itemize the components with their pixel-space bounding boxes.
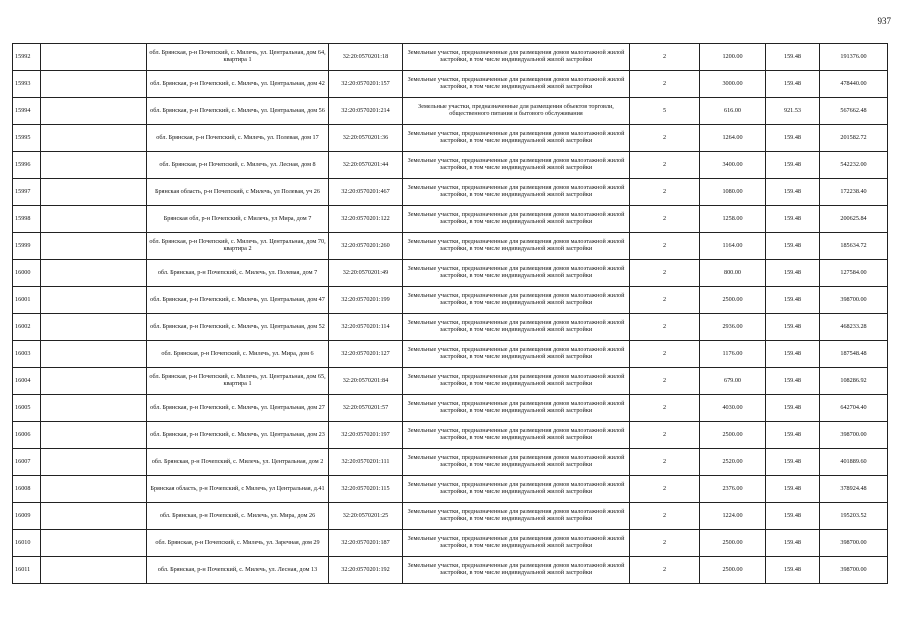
- spacer-cell: [41, 98, 147, 125]
- row-number-cell: 16004: [13, 368, 41, 395]
- row-number-cell: 15997: [13, 179, 41, 206]
- row-number-cell: 15999: [13, 233, 41, 260]
- group-cell: 2: [630, 449, 700, 476]
- group-cell: 2: [630, 71, 700, 98]
- row-number-cell: 16001: [13, 287, 41, 314]
- address-cell: обл. Брянская, р-н Почепский, с. Милечь, ул. Центральная, дом 42: [147, 71, 329, 98]
- address-cell: обл. Брянская, р-н Почепский, с. Милечь, ул. Центральная, дом 56: [147, 98, 329, 125]
- row-number-cell: 15996: [13, 152, 41, 179]
- address-cell: обл. Брянская, р-н Почепский, с. Милечь, ул. Лесная, дом 13: [147, 557, 329, 584]
- cadastral-number-cell: 32:20:0570201:57: [329, 395, 403, 422]
- group-cell: 2: [630, 503, 700, 530]
- group-cell: 2: [630, 557, 700, 584]
- address-cell: обл. Брянская, р-н Почепский, с. Милечь, ул. Полевая, дом 7: [147, 260, 329, 287]
- area-cell: 3400.00: [700, 152, 766, 179]
- cadastral-value-cell: 172238.40: [820, 179, 888, 206]
- row-number-cell: 15993: [13, 71, 41, 98]
- area-cell: 2500.00: [700, 557, 766, 584]
- row-number-cell: 15992: [13, 44, 41, 71]
- group-cell: 2: [630, 314, 700, 341]
- area-cell: 2500.00: [700, 422, 766, 449]
- table-row: [13, 233, 888, 260]
- specific-value-cell: 159.48: [766, 503, 820, 530]
- spacer-cell: [41, 368, 147, 395]
- cadastral-number-cell: 32:20:0570201:157: [329, 71, 403, 98]
- cadastral-number-cell: 32:20:0570201:187: [329, 530, 403, 557]
- row-number-cell: 15994: [13, 98, 41, 125]
- area-cell: 1176.00: [700, 341, 766, 368]
- group-cell: 2: [630, 287, 700, 314]
- cadastral-number-cell: 32:20:0570201:111: [329, 449, 403, 476]
- cadastral-value-cell: 542232.00: [820, 152, 888, 179]
- specific-value-cell: 159.48: [766, 422, 820, 449]
- specific-value-cell: 159.48: [766, 233, 820, 260]
- cadastral-number-cell: 32:20:0570201:214: [329, 98, 403, 125]
- group-cell: 2: [630, 233, 700, 260]
- row-number-cell: 16009: [13, 503, 41, 530]
- row-number-cell: 16002: [13, 314, 41, 341]
- cadastral-number-cell: 32:20:0570201:192: [329, 557, 403, 584]
- spacer-cell: [41, 314, 147, 341]
- specific-value-cell: 159.48: [766, 206, 820, 233]
- spacer-cell: [41, 503, 147, 530]
- row-number-cell: 16007: [13, 449, 41, 476]
- specific-value-cell: 159.48: [766, 476, 820, 503]
- land-use-cell: Земельные участки, предназначенные для размещения домов малоэтажной жилой застройки, в том числе индивидуальной жилой застройки: [403, 476, 630, 503]
- address-cell: Брянская область, р-н Почепский, с Милечь, ул Полевая, уч 26: [147, 179, 329, 206]
- area-cell: 800.00: [700, 260, 766, 287]
- cadastral-number-cell: 32:20:0570201:122: [329, 206, 403, 233]
- spacer-cell: [41, 341, 147, 368]
- cadastral-value-cell: 642704.40: [820, 395, 888, 422]
- land-use-cell: Земельные участки, предназначенные для размещения домов малоэтажной жилой застройки, в том числе индивидуальной жилой застройки: [403, 125, 630, 152]
- cadastral-value-cell: 108286.92: [820, 368, 888, 395]
- land-use-cell: Земельные участки, предназначенные для размещения домов малоэтажной жилой застройки, в том числе индивидуальной жилой застройки: [403, 341, 630, 368]
- group-cell: 2: [630, 44, 700, 71]
- area-cell: 2936.00: [700, 314, 766, 341]
- specific-value-cell: 159.48: [766, 44, 820, 71]
- area-cell: 2500.00: [700, 287, 766, 314]
- specific-value-cell: 159.48: [766, 530, 820, 557]
- spacer-cell: [41, 44, 147, 71]
- cadastral-number-cell: 32:20:0570201:115: [329, 476, 403, 503]
- address-cell: Брянская обл, р-н Почепский, с Милечь, ул Мира, дом 7: [147, 206, 329, 233]
- address-cell: обл. Брянская, р-н Почепский, с. Милечь, ул. Центральная, дом 70, квартира 2: [147, 233, 329, 260]
- land-use-cell: Земельные участки, предназначенные для размещения домов малоэтажной жилой застройки, в том числе индивидуальной жилой застройки: [403, 530, 630, 557]
- cadastral-value-cell: 401889.60: [820, 449, 888, 476]
- address-cell: обл. Брянская, р-н Почепский, с. Милечь, ул. Полевая, дом 17: [147, 125, 329, 152]
- cadastral-value-cell: 398700.00: [820, 287, 888, 314]
- table-row: [13, 503, 888, 530]
- group-cell: 2: [630, 152, 700, 179]
- specific-value-cell: 159.48: [766, 368, 820, 395]
- table-row: [13, 179, 888, 206]
- cadastral-value-cell: 187548.48: [820, 341, 888, 368]
- spacer-cell: [41, 476, 147, 503]
- spacer-cell: [41, 422, 147, 449]
- row-number-cell: 16005: [13, 395, 41, 422]
- cadastral-number-cell: 32:20:0570201:260: [329, 233, 403, 260]
- spacer-cell: [41, 233, 147, 260]
- specific-value-cell: 159.48: [766, 152, 820, 179]
- area-cell: 1164.00: [700, 233, 766, 260]
- cadastral-value-cell: 200625.84: [820, 206, 888, 233]
- table-row: [13, 206, 888, 233]
- area-cell: 1258.00: [700, 206, 766, 233]
- land-use-cell: Земельные участки, предназначенные для размещения домов малоэтажной жилой застройки, в том числе индивидуальной жилой застройки: [403, 449, 630, 476]
- group-cell: 5: [630, 98, 700, 125]
- spacer-cell: [41, 179, 147, 206]
- group-cell: 2: [630, 368, 700, 395]
- specific-value-cell: 159.48: [766, 287, 820, 314]
- land-use-cell: Земельные участки, предназначенные для размещения домов малоэтажной жилой застройки, в том числе индивидуальной жилой застройки: [403, 152, 630, 179]
- specific-value-cell: 159.48: [766, 341, 820, 368]
- spacer-cell: [41, 206, 147, 233]
- land-use-cell: Земельные участки, предназначенные для размещения домов малоэтажной жилой застройки, в том числе индивидуальной жилой застройки: [403, 503, 630, 530]
- spacer-cell: [41, 71, 147, 98]
- row-number-cell: 16000: [13, 260, 41, 287]
- cadastral-value-cell: 567662.48: [820, 98, 888, 125]
- row-number-cell: 16006: [13, 422, 41, 449]
- address-cell: обл. Брянская, р-н Почепский, с. Милечь, ул. Центральная, дом 64, квартира 1: [147, 44, 329, 71]
- row-number-cell: 16010: [13, 530, 41, 557]
- address-cell: Брянская область, р-н Почепский, с Милечь, ул Центральная, д.41: [147, 476, 329, 503]
- specific-value-cell: 159.48: [766, 449, 820, 476]
- cadastral-value-cell: 478440.00: [820, 71, 888, 98]
- cadastral-number-cell: 32:20:0570201:36: [329, 125, 403, 152]
- specific-value-cell: 159.48: [766, 179, 820, 206]
- cadastral-number-cell: 32:20:0570201:199: [329, 287, 403, 314]
- table-row: [13, 98, 888, 125]
- area-cell: 1200.00: [700, 44, 766, 71]
- area-cell: 4030.00: [700, 395, 766, 422]
- cadastral-number-cell: 32:20:0570201:84: [329, 368, 403, 395]
- table-row: [13, 314, 888, 341]
- spacer-cell: [41, 530, 147, 557]
- spacer-cell: [41, 125, 147, 152]
- cadastral-number-cell: 32:20:0570201:49: [329, 260, 403, 287]
- cadastral-value-cell: 398700.00: [820, 557, 888, 584]
- address-cell: обл. Брянская, р-н Почепский, с. Милечь, ул. Мира, дом 26: [147, 503, 329, 530]
- area-cell: 616.00: [700, 98, 766, 125]
- group-cell: 2: [630, 125, 700, 152]
- spacer-cell: [41, 449, 147, 476]
- land-use-cell: Земельные участки, предназначенные для размещения домов малоэтажной жилой застройки, в том числе индивидуальной жилой застройки: [403, 395, 630, 422]
- table-row: [13, 395, 888, 422]
- row-number-cell: 15995: [13, 125, 41, 152]
- specific-value-cell: 921.53: [766, 98, 820, 125]
- specific-value-cell: 159.48: [766, 125, 820, 152]
- table-row: [13, 449, 888, 476]
- land-use-cell: Земельные участки, предназначенные для размещения домов малоэтажной жилой застройки, в том числе индивидуальной жилой застройки: [403, 233, 630, 260]
- land-use-cell: Земельные участки, предназначенные для размещения домов малоэтажной жилой застройки, в том числе индивидуальной жилой застройки: [403, 179, 630, 206]
- cadastral-value-cell: 398700.00: [820, 530, 888, 557]
- group-cell: 2: [630, 260, 700, 287]
- cadastral-value-cell: 378924.48: [820, 476, 888, 503]
- cadastral-value-cell: 185634.72: [820, 233, 888, 260]
- cadastral-value-cell: 127584.00: [820, 260, 888, 287]
- spacer-cell: [41, 395, 147, 422]
- land-use-cell: Земельные участки, предназначенные для размещения домов малоэтажной жилой застройки, в том числе индивидуальной жилой застройки: [403, 206, 630, 233]
- table-row: [13, 557, 888, 584]
- table-row: [13, 476, 888, 503]
- cadastral-number-cell: 32:20:0570201:127: [329, 341, 403, 368]
- specific-value-cell: 159.48: [766, 71, 820, 98]
- cadastral-value-table: [12, 43, 888, 584]
- cadastral-value-cell: 191376.00: [820, 44, 888, 71]
- address-cell: обл. Брянская, р-н Почепский, с. Милечь, ул. Заречная, дом 29: [147, 530, 329, 557]
- table-row: [13, 71, 888, 98]
- group-cell: 2: [630, 341, 700, 368]
- row-number-cell: 16003: [13, 341, 41, 368]
- table-row: [13, 341, 888, 368]
- row-number-cell: 16008: [13, 476, 41, 503]
- address-cell: обл. Брянская, р-н Почепский, с. Милечь, ул. Центральная, дом 65, квартира 1: [147, 368, 329, 395]
- page-number: 937: [877, 16, 891, 26]
- address-cell: обл. Брянская, р-н Почепский, с. Милечь, ул. Мира, дом 6: [147, 341, 329, 368]
- land-use-cell: Земельные участки, предназначенные для размещения домов малоэтажной жилой застройки, в том числе индивидуальной жилой застройки: [403, 260, 630, 287]
- cadastral-number-cell: 32:20:0570201:44: [329, 152, 403, 179]
- specific-value-cell: 159.48: [766, 314, 820, 341]
- table-row: [13, 368, 888, 395]
- land-use-cell: Земельные участки, предназначенные для размещения домов малоэтажной жилой застройки, в том числе индивидуальной жилой застройки: [403, 314, 630, 341]
- group-cell: 2: [630, 476, 700, 503]
- table-row: [13, 152, 888, 179]
- row-number-cell: 16011: [13, 557, 41, 584]
- land-use-cell: Земельные участки, предназначенные для размещения объектов торговли, общественного питания и бытового обслуживания: [403, 98, 630, 125]
- specific-value-cell: 159.48: [766, 557, 820, 584]
- cadastral-number-cell: 32:20:0570201:25: [329, 503, 403, 530]
- table-row: [13, 44, 888, 71]
- cadastral-number-cell: 32:20:0570201:18: [329, 44, 403, 71]
- land-use-cell: Земельные участки, предназначенные для размещения домов малоэтажной жилой застройки, в том числе индивидуальной жилой застройки: [403, 44, 630, 71]
- land-use-cell: Земельные участки, предназначенные для размещения домов малоэтажной жилой застройки, в том числе индивидуальной жилой застройки: [403, 422, 630, 449]
- address-cell: обл. Брянская, р-н Почепский, с. Милечь, ул. Центральная, дом 23: [147, 422, 329, 449]
- table-row: [13, 287, 888, 314]
- address-cell: обл. Брянская, р-н Почепский, с. Милечь, ул. Центральная, дом 27: [147, 395, 329, 422]
- cadastral-value-cell: 398700.00: [820, 422, 888, 449]
- address-cell: обл. Брянская, р-н Почепский, с. Милечь, ул. Центральная, дом 47: [147, 287, 329, 314]
- area-cell: 1224.00: [700, 503, 766, 530]
- row-number-cell: 15998: [13, 206, 41, 233]
- cadastral-value-cell: 195203.52: [820, 503, 888, 530]
- table-body: [13, 44, 888, 584]
- area-cell: 2376.00: [700, 476, 766, 503]
- land-use-cell: Земельные участки, предназначенные для размещения домов малоэтажной жилой застройки, в том числе индивидуальной жилой застройки: [403, 557, 630, 584]
- cadastral-value-cell: 468233.28: [820, 314, 888, 341]
- table-row: [13, 125, 888, 152]
- area-cell: 1080.00: [700, 179, 766, 206]
- address-cell: обл. Брянская, р-н Почепский, с. Милечь, ул. Центральная, дом 52: [147, 314, 329, 341]
- area-cell: 679.00: [700, 368, 766, 395]
- land-use-cell: Земельные участки, предназначенные для размещения домов малоэтажной жилой застройки, в том числе индивидуальной жилой застройки: [403, 368, 630, 395]
- spacer-cell: [41, 557, 147, 584]
- table-row: [13, 422, 888, 449]
- spacer-cell: [41, 287, 147, 314]
- group-cell: 2: [630, 530, 700, 557]
- group-cell: 2: [630, 422, 700, 449]
- area-cell: 1264.00: [700, 125, 766, 152]
- cadastral-number-cell: 32:20:0570201:467: [329, 179, 403, 206]
- cadastral-number-cell: 32:20:0570201:197: [329, 422, 403, 449]
- spacer-cell: [41, 152, 147, 179]
- cadastral-number-cell: 32:20:0570201:114: [329, 314, 403, 341]
- group-cell: 2: [630, 206, 700, 233]
- specific-value-cell: 159.48: [766, 395, 820, 422]
- cadastral-value-cell: 201582.72: [820, 125, 888, 152]
- specific-value-cell: 159.48: [766, 260, 820, 287]
- address-cell: обл. Брянская, р-н Почепский, с. Милечь, ул. Лесная, дом 8: [147, 152, 329, 179]
- land-use-cell: Земельные участки, предназначенные для размещения домов малоэтажной жилой застройки, в том числе индивидуальной жилой застройки: [403, 287, 630, 314]
- area-cell: 3000.00: [700, 71, 766, 98]
- area-cell: 2520.00: [700, 449, 766, 476]
- area-cell: 2500.00: [700, 530, 766, 557]
- spacer-cell: [41, 260, 147, 287]
- address-cell: обл. Брянская, р-н Почепский, с. Милечь, ул. Центральная, дом 2: [147, 449, 329, 476]
- group-cell: 2: [630, 395, 700, 422]
- table-row: [13, 260, 888, 287]
- land-use-cell: Земельные участки, предназначенные для размещения домов малоэтажной жилой застройки, в том числе индивидуальной жилой застройки: [403, 71, 630, 98]
- table-row: [13, 530, 888, 557]
- group-cell: 2: [630, 179, 700, 206]
